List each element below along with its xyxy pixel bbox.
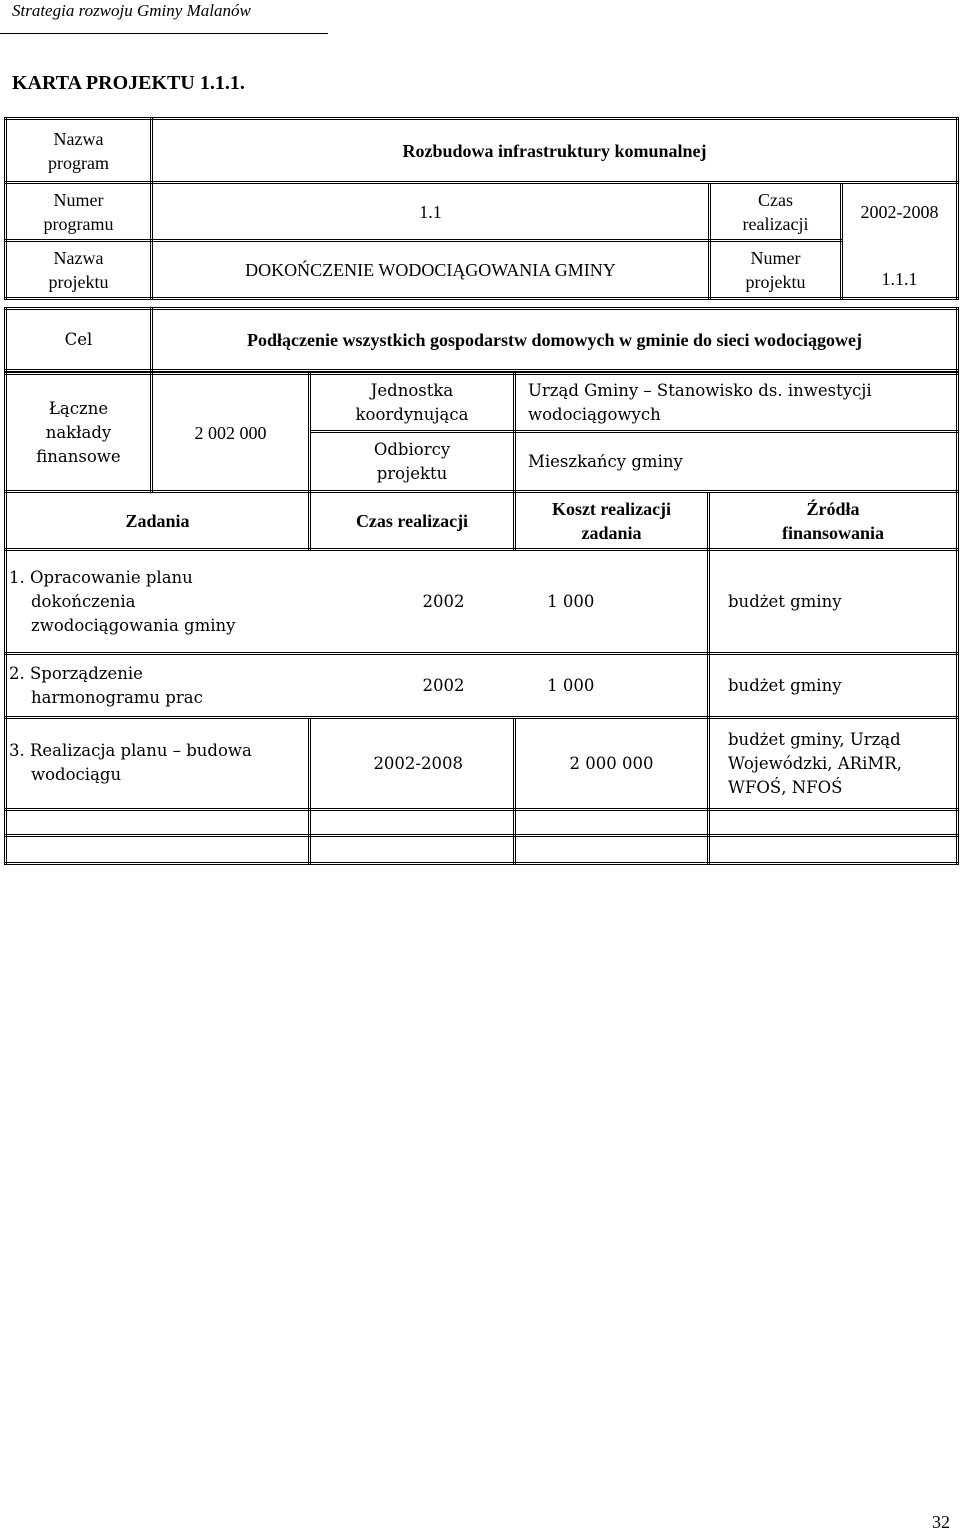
nazwa-programu-label: Nazwa program	[6, 119, 152, 183]
col-zrodla: Źródła finansowania	[709, 492, 958, 550]
czas-realizacji-label: Czas realizacji	[710, 183, 842, 241]
empty-cell	[709, 810, 958, 836]
nazwa-projektu-value: DOKOŃCZENIE WODOCIĄGOWANIA GMINY	[152, 241, 710, 299]
cel-value: Podłączenie wszystkich gospodarstw domowych w gminie do sieci wodociągowej	[152, 309, 958, 371]
cel-table	[4, 307, 959, 372]
empty-cell	[310, 810, 515, 836]
header-rule	[0, 33, 328, 34]
cel-label: Cel	[6, 309, 152, 371]
jednostka-label: Jednostka koordynująca	[310, 374, 515, 432]
numer-programu-label: Numer programu	[6, 183, 152, 241]
numer-projektu-value: 1.1.1	[842, 241, 958, 299]
empty-cell	[6, 810, 310, 836]
task-1-zrodla: budżet gminy	[709, 550, 958, 654]
col-czas: Czas realizacji	[310, 492, 515, 550]
task-3-koszt: 2 000 000	[515, 718, 709, 810]
odbiorcy-value: Mieszkańcy gminy	[515, 432, 958, 492]
task-3-name: 3. Realizacja planu – budowa wodociągu	[6, 718, 310, 810]
col-zadania: Zadania	[6, 492, 310, 550]
task-1-czas: 2002	[310, 550, 515, 654]
task-2-koszt: 1 000	[515, 654, 709, 718]
nazwa-programu-value: Rozbudowa infrastruktury komunalnej	[152, 119, 958, 183]
empty-cell	[709, 836, 958, 864]
task-3-czas: 2002-2008	[310, 718, 515, 810]
numer-projektu-label: Numer projektu	[710, 241, 842, 299]
task-2-czas: 2002	[310, 654, 515, 718]
jednostka-value: Urząd Gminy – Stanowisko ds. inwestycji wodociągowych	[515, 374, 958, 432]
task-2-zrodla: budżet gminy	[709, 654, 958, 718]
nazwa-projektu-label: Nazwa projektu	[6, 241, 152, 299]
col-koszt: Koszt realizacji zadania	[515, 492, 709, 550]
empty-cell	[310, 836, 515, 864]
odbiorcy-label: Odbiorcy projektu	[310, 432, 515, 492]
empty-cell	[6, 836, 310, 864]
document-header-title: Strategia rozwoju Gminy Malanów	[12, 1, 251, 20]
task-1-name: 1. Opracowanie planu dokończenia zwodociągowania gminy	[6, 550, 310, 654]
naklady-value: 2 002 000	[152, 374, 310, 492]
karta-title: KARTA PROJEKTU 1.1.1.	[12, 72, 245, 94]
empty-cell	[515, 810, 709, 836]
task-1-koszt: 1 000	[515, 550, 709, 654]
numer-programu-value: 1.1	[152, 183, 710, 241]
page-number: 32	[932, 1512, 950, 1532]
empty-cell	[515, 836, 709, 864]
czas-realizacji-value: 2002-2008	[842, 183, 958, 241]
naklady-label: Łączne nakłady finansowe	[6, 374, 152, 492]
task-2-name: 2. Sporządzenie harmonogramu prac	[6, 654, 310, 718]
task-3-zrodla: budżet gminy, Urząd Wojewódzki, ARiMR, WFOŚ, NFOŚ	[709, 718, 958, 810]
project-info-table	[4, 117, 959, 300]
tasks-table	[4, 372, 959, 865]
